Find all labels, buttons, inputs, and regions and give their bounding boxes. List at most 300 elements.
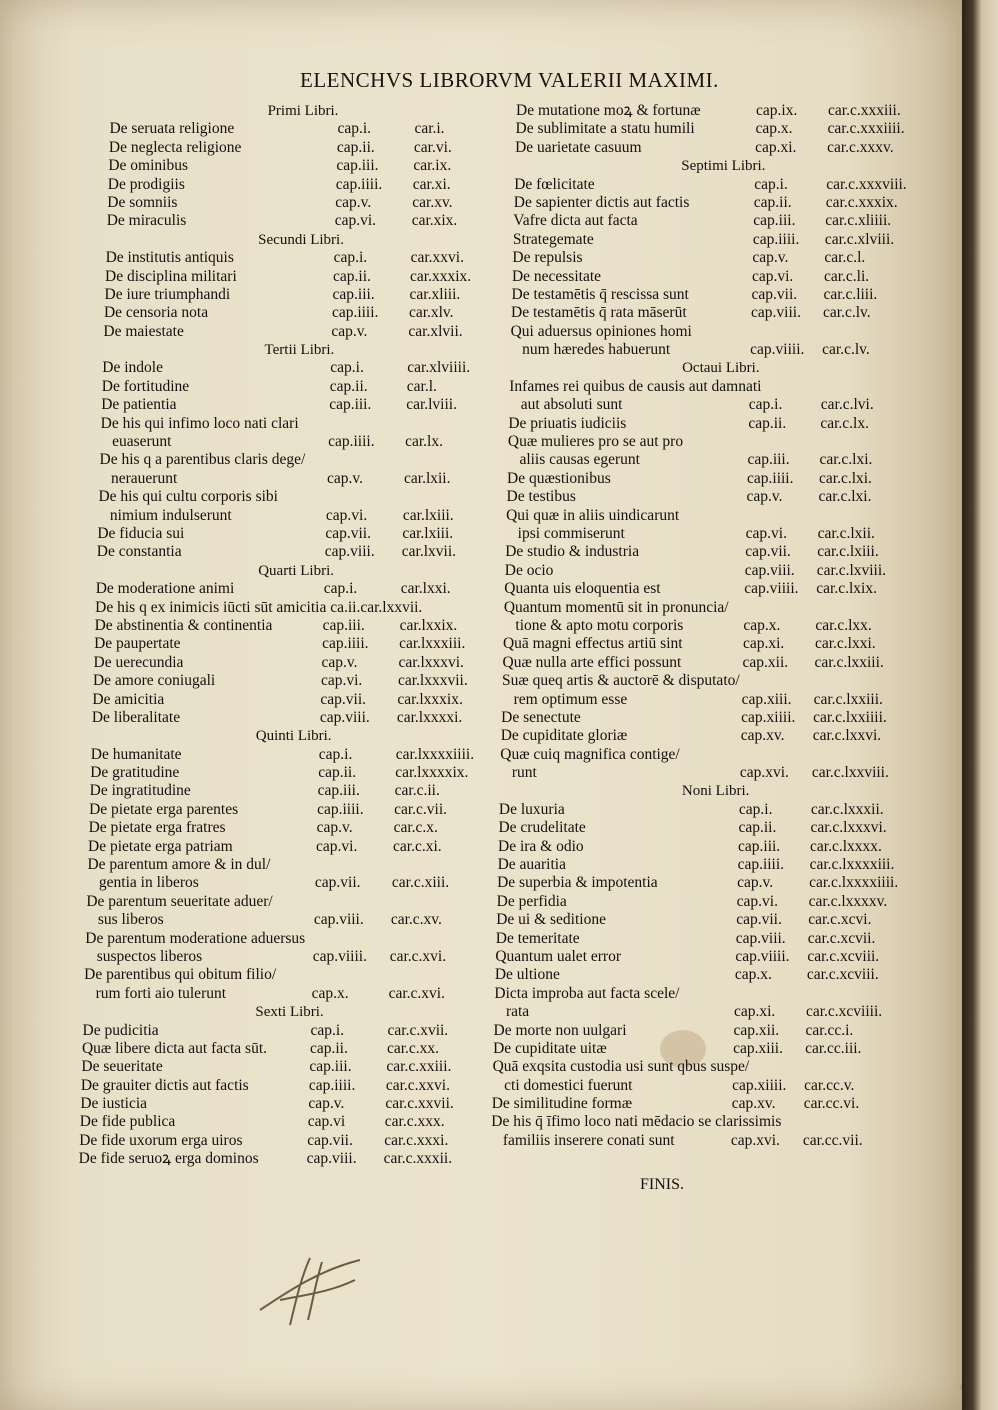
book-heading (96, 562, 496, 580)
leaf-ref: car.lxxxvii. (397, 672, 468, 690)
contents-entry (497, 874, 932, 892)
entry-title: Secundi Libri. (258, 231, 344, 248)
chapter-ref: cap.xiii. (733, 1039, 783, 1057)
chapter-ref: cap.vii. (745, 543, 791, 561)
contents-entry (100, 451, 496, 469)
leaf-ref: car.xlviiii. (407, 359, 471, 377)
leaf-ref: car.cc.vi. (803, 1095, 860, 1113)
entry-title: Quarti Libri. (258, 562, 335, 579)
entry-title: De parentum amore & in dul/ (87, 856, 271, 874)
chapter-ref: cap.v. (316, 819, 353, 837)
entry-title: De his qui infimo loco nati clari (100, 414, 299, 432)
chapter-ref: cap.v. (327, 469, 364, 487)
entry-title: De liberalitate (91, 708, 181, 726)
chapter-ref: cap.ii. (753, 193, 792, 211)
chapter-ref: cap.xii. (733, 1021, 780, 1039)
leaf-ref: car.lxxxiii. (399, 635, 466, 653)
leaf-ref: car.c.lxix. (816, 580, 877, 598)
entry-title: euaserunt (112, 433, 172, 451)
leaf-ref: car.c.lxxiii. (813, 690, 883, 708)
entry-title: De neglecta religione (108, 138, 242, 156)
book-heading (515, 157, 932, 175)
leaf-ref: car.c.lxxiii. (814, 653, 884, 671)
entry-title: De amore coniugali (92, 672, 216, 690)
entry-title: Quinti Libri. (255, 728, 332, 745)
leaf-ref: car.c.xlviii. (824, 230, 895, 248)
leaf-ref: car.ix. (413, 157, 452, 175)
entry-title: Qui aduersus opiniones homi (510, 322, 692, 340)
leaf-ref: car.c.lxviii. (816, 561, 887, 579)
leaf-ref: car.c.lxxxx. (810, 837, 882, 855)
entry-title: De pietate erga parentes (89, 800, 239, 818)
chapter-ref: cap.xvi. (739, 764, 789, 782)
contents-entry (502, 672, 932, 690)
leaf-ref: car.cc.vii. (802, 1131, 863, 1149)
chapter-ref: cap.viiii. (750, 341, 805, 359)
entry-title: De fortitudine (101, 377, 190, 395)
chapter-ref: cap.viii. (319, 708, 370, 726)
entry-title: Quantum ualet error (495, 947, 621, 965)
entry-title: Quæ libere dicta aut facta sūt. (81, 1039, 268, 1057)
contents-entry (107, 194, 496, 212)
entry-title: Strategemate (512, 230, 594, 248)
entry-title: De auaritia (497, 856, 566, 874)
entry-title: De sapienter dictis aut factis (513, 193, 690, 211)
entry-title: De superbia & impotentia (497, 874, 658, 892)
entry-title: De parentibus qui obitum filio/ (84, 966, 277, 984)
leaf-ref: car.c.xvi. (389, 947, 447, 965)
chapter-ref: cap.x. (755, 120, 793, 138)
chapter-ref: cap.v. (331, 322, 368, 340)
contents-entry (500, 746, 932, 764)
entry-title: De paupertate (94, 635, 181, 653)
leaf-ref: car.c.xcvii. (807, 929, 876, 947)
contents-entry (512, 268, 932, 286)
entry-title: Suæ queq artis & auctorē & disputato/ (502, 672, 740, 690)
entry-title: gentia in liberos (98, 874, 199, 892)
chapter-ref: cap.viii. (324, 543, 375, 561)
entry-title: De senectute (501, 708, 581, 726)
chapter-ref: cap.vii. (307, 1131, 353, 1149)
contents-entry (495, 966, 932, 984)
contents-entry (90, 764, 496, 782)
chapter-ref: cap.xvi. (730, 1131, 780, 1149)
entry-title: De crudelitate (498, 819, 586, 837)
leaf-ref: car.c.lxxi. (814, 635, 876, 653)
contents-entry (505, 543, 932, 561)
entry-title: Quæ nulla arte effici possunt (502, 653, 682, 671)
chapter-ref: cap.viii. (744, 561, 795, 579)
leaf-ref: car.lxxi. (400, 580, 451, 598)
chapter-ref: cap.x. (743, 616, 781, 634)
entry-title: suspectos liberos (96, 947, 203, 965)
book-heading (103, 341, 496, 359)
contents-entry (493, 1058, 932, 1076)
chapter-ref: cap.ii. (333, 267, 371, 285)
chapter-ref: cap.x. (734, 966, 772, 984)
chapter-ref: cap.xi. (733, 1003, 776, 1021)
contents-entry (498, 819, 932, 837)
chapter-ref: cap.viii. (735, 929, 786, 947)
book-heading (110, 102, 496, 120)
leaf-ref: car.xlvii. (408, 322, 463, 340)
entry-title: rum forti aio tulerunt (95, 984, 227, 1002)
contents-entry (491, 1113, 932, 1131)
contents-entry (92, 709, 496, 727)
entry-title: Primi Libri. (267, 103, 339, 119)
contents-entry (108, 176, 496, 194)
entry-title: De cupiditate gloriæ (500, 727, 628, 745)
contents-entry (512, 249, 932, 267)
leaf-ref: car.c.lxxviii. (811, 764, 889, 782)
entry-title: De uerecundia (93, 653, 184, 671)
entry-title: aut absoluti sunt (520, 396, 623, 414)
contents-entry (495, 948, 932, 966)
leaf-ref: car.c.xx. (386, 1039, 440, 1057)
chapter-ref: cap.xiii. (741, 690, 792, 708)
contents-entry (515, 139, 932, 157)
chapter-ref: cap.vii. (751, 285, 798, 303)
contents-entry (503, 654, 933, 672)
contents-entry (516, 102, 932, 120)
book-heading (499, 782, 932, 800)
contents-entry (514, 194, 932, 212)
leaf-ref: car.c.li. (823, 267, 870, 285)
contents-entry (84, 966, 496, 984)
chapter-ref: cap.iiii. (328, 433, 375, 451)
leaf-ref: car.c.lxxiiii. (813, 708, 887, 726)
leaf-ref: car.lxxxix. (397, 690, 463, 708)
chapter-ref: cap.i. (333, 249, 368, 267)
contents-entry (85, 948, 496, 966)
leaf-ref: car.c.lxxxxv. (808, 892, 888, 910)
contents-entry (497, 893, 932, 911)
entry-title: De indole (102, 359, 163, 377)
book-heading (91, 727, 496, 745)
chapter-ref: cap.vi. (316, 837, 358, 855)
contents-entry (513, 231, 932, 249)
contents-entry (493, 1040, 932, 1058)
leaf-ref: car.c.xxxiii. (828, 102, 901, 119)
finis-label: FINIS. (640, 1176, 685, 1193)
leaf-ref: car.c.lxi. (819, 469, 872, 487)
leaf-ref: car.lxvii. (401, 543, 457, 561)
chapter-ref: cap.iiii. (331, 304, 379, 322)
contents-entry (510, 341, 932, 359)
contents-entry (509, 378, 932, 396)
leaf-ref: car.c.lv. (823, 304, 871, 322)
contents-entry (492, 1095, 932, 1113)
entry-title: rem optimum esse (513, 690, 628, 708)
contents-entry (105, 286, 497, 304)
entry-title: De fide uxorum erga uiros (79, 1131, 243, 1149)
contents-entry (87, 874, 496, 892)
entry-title: De miraculis (106, 212, 187, 230)
contents-entry (82, 1040, 496, 1058)
contents-entry (516, 120, 932, 138)
entry-title: De fiducia sui (97, 524, 185, 542)
leaf-ref: car.cc.v. (804, 1076, 855, 1094)
contents-entry (92, 691, 496, 709)
chapter-ref: cap.i. (318, 745, 353, 763)
contents-entry (496, 911, 932, 929)
contents-entry (94, 654, 497, 672)
chapter-ref: cap.ix. (756, 102, 798, 119)
contents-entry (514, 176, 932, 194)
chapter-ref: cap.iiii. (737, 856, 785, 874)
entry-title: De luxuria (498, 800, 565, 818)
chapter-ref: cap.ii. (748, 414, 787, 432)
entry-title: De similitudine formæ (491, 1095, 633, 1113)
chapter-ref: cap.vii. (314, 874, 361, 892)
contents-entry (508, 433, 932, 451)
entry-title: De moderatione animi (95, 580, 235, 598)
entry-title: De parentum seueritate aduer/ (86, 892, 273, 910)
chapter-ref: cap.viii. (313, 911, 364, 929)
chapter-ref: cap.i. (748, 396, 783, 414)
contents-entry (100, 433, 496, 451)
contents-entry (83, 1022, 497, 1040)
contents-entry (88, 838, 496, 856)
contents-entry (89, 801, 496, 819)
chapter-ref: cap.viiii. (744, 580, 799, 598)
chapter-ref: cap.i. (337, 120, 372, 138)
entry-title: ipsi commiserunt (517, 524, 625, 542)
entry-title: De humanitate (90, 745, 182, 763)
chapter-ref: cap.vi. (751, 267, 794, 285)
chapter-ref: cap.vii. (325, 524, 371, 542)
leaf-ref: car.c.xxvii. (385, 1095, 454, 1113)
chapter-ref: cap.vi. (736, 892, 778, 910)
chapter-ref: cap.iiii. (335, 175, 383, 193)
contents-entry (99, 470, 496, 488)
contents-entry (109, 120, 496, 138)
entry-title: De gratitudine (90, 764, 180, 782)
leaf-ref: car.c.ii. (394, 782, 440, 800)
entry-title: De perfidia (496, 892, 567, 910)
entry-title: De pietate erga fratres (88, 819, 226, 837)
entry-title: De amicitia (92, 690, 165, 708)
entry-title: tione & apto motu corporis (515, 616, 684, 634)
chapter-ref: cap.viiii. (735, 947, 790, 965)
contents-entry (79, 1132, 496, 1150)
entry-title: Octaui Libri. (682, 360, 760, 377)
contents-entry (504, 580, 932, 598)
entry-title: De iure triumphandi (104, 285, 231, 303)
leaf-ref: car.c.lx. (820, 414, 869, 432)
contents-entry (102, 378, 496, 396)
contents-left-column (78, 102, 496, 1169)
chapter-ref: cap.xv. (740, 727, 785, 745)
leaf-ref: car.c.lvi. (820, 396, 874, 414)
leaf-ref: car.c.lxi. (818, 488, 872, 506)
leaf-ref: car.c.l. (824, 249, 866, 267)
chapter-ref: cap.v. (308, 1095, 345, 1113)
leaf-ref: car.lxxxxi. (396, 708, 463, 726)
leaf-ref: car.lviii. (406, 396, 457, 414)
contents-entry (498, 838, 932, 856)
contents-entry (98, 507, 496, 525)
chapter-ref: cap.i. (323, 580, 358, 598)
entry-title: De his q ex inimicis iūcti sūt amicitia ca.ii.car.lxxvii. (95, 598, 423, 616)
entry-title: Sexti Libri. (255, 1004, 324, 1021)
leaf-ref: car.c.xcviiii. (805, 1003, 883, 1021)
chapter-ref: cap.iii. (332, 285, 375, 303)
chapter-ref: cap.vii. (736, 911, 782, 929)
chapter-ref: cap.ii. (309, 1039, 348, 1057)
leaf-ref: car.xliii. (409, 285, 461, 303)
contents-entry (101, 396, 496, 414)
contents-entry (501, 727, 932, 745)
leaf-ref: car.lxxix. (399, 616, 458, 634)
leaf-ref: car.xxxix. (410, 267, 472, 285)
entry-title: familiis inserere conati sunt (502, 1131, 675, 1149)
chapter-ref: cap.iii. (738, 837, 781, 855)
contents-entry (103, 323, 496, 341)
book-heading (106, 231, 496, 249)
contents-entry (106, 249, 496, 267)
leaf-ref: car.c.xv. (390, 911, 442, 929)
contents-entry (105, 268, 496, 286)
chapter-ref: cap.x. (311, 984, 349, 1002)
contents-entry (503, 617, 932, 635)
entry-title: De repulsis (512, 249, 583, 267)
entry-title: De testibus (506, 488, 576, 506)
leaf-ref: car.c.xiii. (391, 874, 450, 892)
entry-title: De his q̄ īfimo loco nati mēdacio se clarissimis (491, 1113, 782, 1131)
contents-entry (81, 1058, 496, 1076)
entry-title: sus liberos (97, 911, 164, 929)
entry-title: De sublimitate a statu humili (515, 120, 695, 138)
entry-title: nerauerunt (111, 469, 178, 487)
leaf-ref: car.c.lxx. (815, 616, 872, 634)
chapter-ref: cap.iii. (336, 157, 379, 175)
contents-entry (494, 1003, 932, 1021)
entry-title: De iusticia (80, 1095, 148, 1113)
leaf-ref: car.c.xcviii. (806, 966, 879, 984)
entry-title: Quantum momentū sit in pronuncia/ (503, 598, 729, 616)
leaf-ref: car.c.xxxiiii. (827, 120, 905, 138)
entry-title: De parentum moderatione aduersus (85, 929, 306, 947)
contents-entry (508, 415, 932, 433)
page-gutter (962, 0, 998, 1410)
contents-entry (104, 304, 496, 322)
entry-title: De ui & seditione (496, 911, 606, 929)
entry-title: cti domestici fuerunt (504, 1076, 633, 1094)
contents-entry (97, 543, 496, 561)
contents-entry (507, 470, 932, 488)
chapter-ref: cap.iii. (322, 616, 365, 634)
leaf-ref: car.c.liii. (823, 285, 878, 303)
entry-title: Septimi Libri. (681, 158, 766, 175)
chapter-ref: cap.vi. (334, 212, 377, 230)
leaf-ref: car.xxvi. (410, 249, 464, 267)
book-heading (83, 1003, 496, 1021)
entry-title: Noni Libri. (681, 783, 750, 800)
leaf-ref: car.lxiii. (402, 524, 454, 542)
chapter-ref: cap.viii. (751, 304, 801, 322)
contents-entry (507, 451, 932, 469)
contents-entry (500, 764, 932, 782)
contents-entry (80, 1113, 496, 1131)
leaf-ref: car.c.vii. (394, 800, 448, 818)
entry-title: De fide publica (79, 1113, 176, 1131)
entry-title: De institutis antiquis (105, 249, 234, 267)
chapter-ref: cap.iii. (317, 782, 360, 800)
chapter-ref: cap.xi. (742, 635, 785, 653)
leaf-ref: car.c.lxxxxiiii. (809, 874, 899, 892)
leaf-ref: car.c.xcviii. (807, 947, 880, 965)
chapter-ref: cap.v. (746, 488, 783, 506)
entry-title: Vafre dicta aut facta (513, 212, 638, 230)
contents-entry (504, 599, 932, 617)
contents-entry (511, 304, 932, 322)
contents-entry (502, 691, 932, 709)
leaf-ref: car.c.xxx. (384, 1113, 445, 1131)
contents-entry (513, 212, 932, 230)
contents-entry (509, 396, 932, 414)
chapter-ref: cap.ii. (738, 819, 777, 837)
entry-title: De censoria nota (103, 304, 209, 322)
contents-entry (494, 1022, 933, 1040)
contents-entry (89, 819, 496, 837)
contents-entry (506, 525, 932, 543)
chapter-ref: cap.i. (310, 1021, 345, 1039)
contents-entry (498, 856, 932, 874)
entry-title: Dicta improba aut facta scele/ (494, 984, 680, 1002)
entry-title: nimium indulserunt (109, 506, 232, 524)
chapter-ref: cap.v. (321, 653, 358, 671)
contents-entry (93, 672, 496, 690)
handwritten-mark (250, 1250, 380, 1330)
contents-entry (81, 1077, 496, 1095)
chapter-ref: cap.ii. (318, 764, 357, 782)
contents-entry (512, 286, 933, 304)
contents-entry (84, 985, 496, 1003)
contents-right-column (491, 102, 932, 1150)
chapter-ref: cap.vi. (320, 672, 363, 690)
contents-entry (491, 1132, 932, 1150)
contents-entry (90, 782, 496, 800)
leaf-ref: car.cc.i. (805, 1021, 854, 1039)
entry-title: De quæstionibus (507, 469, 611, 487)
chapter-ref: cap.ii. (329, 377, 368, 395)
book-heading (510, 359, 932, 377)
entry-title: De ocio (504, 561, 554, 579)
contents-entry (108, 157, 496, 175)
contents-entry (503, 635, 932, 653)
leaf-ref: car.lxiii. (402, 506, 454, 524)
entry-title: De uarietate casuum (515, 138, 642, 156)
entry-title: De testamētis q̄ rata māserūt (511, 304, 687, 322)
chapter-ref: cap.iii. (753, 212, 796, 230)
entry-title: Quæ cuiq magnifica contige/ (500, 745, 680, 763)
contents-entry (80, 1095, 496, 1113)
leaf-ref: car.i. (414, 120, 445, 138)
entry-title: De ingratitudine (89, 782, 191, 800)
entry-title: Quā magni effectus artiū sint (502, 635, 683, 653)
contents-entry (496, 930, 932, 948)
leaf-ref: car.c.lxi. (819, 451, 873, 469)
entry-title: De mutatione moꝝ & fortunæ (516, 102, 701, 119)
entry-title: Tertii Libri. (264, 342, 335, 359)
contents-entry (86, 893, 496, 911)
leaf-ref: car.c.lxxxvi. (810, 819, 887, 837)
contents-entry (87, 856, 496, 874)
leaf-ref: car.xi. (412, 175, 451, 193)
leaf-ref: car.c.xxxviii. (826, 175, 907, 193)
leaf-ref: car.c.x. (393, 819, 438, 837)
